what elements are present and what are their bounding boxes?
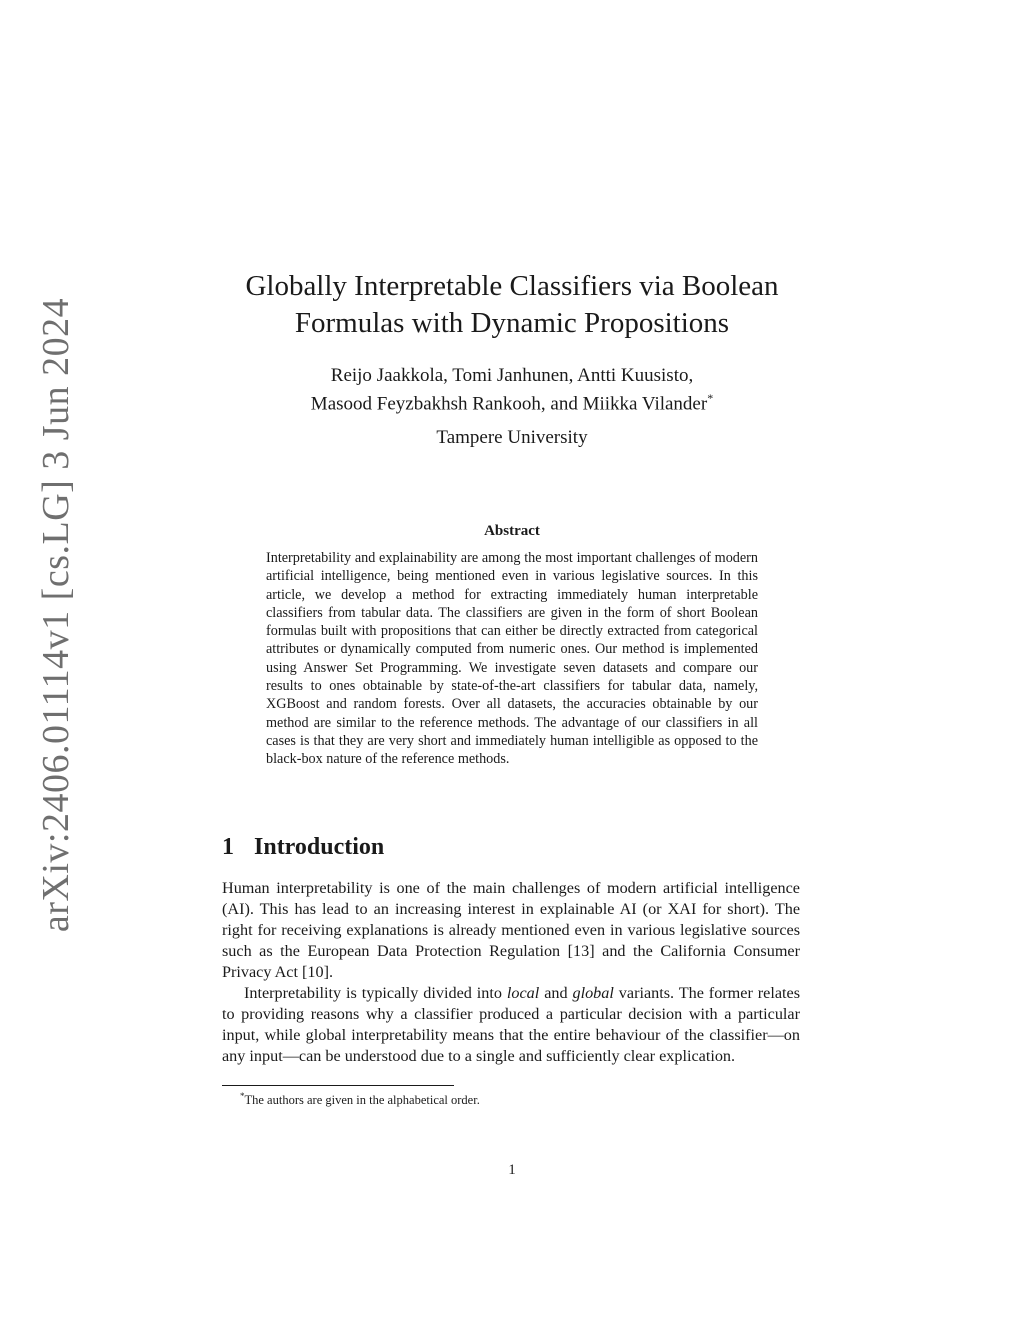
footnote-marker: * [240, 1091, 245, 1101]
intro-paragraph-2 [222, 983, 800, 1067]
affiliation: Tampere University [436, 427, 588, 448]
section-number: 1 [222, 834, 234, 860]
intro-p2-start: Interpretability is typically divided into [244, 984, 507, 1002]
abstract-text: Interpretability and explainability are among the most important challenges of modern artificial intelligence, being mentioned even in various legislative sources. In this article, we develop a method for extracting immediately human interpretable classifiers from tabular data. The classifiers are given in the form of short Boolean formulas built with propositions that can either be directly extracted from categorical attributes or dynamically computed from numeric ones. Our method is implemented using Answer Set Programming. We investigate seven datasets and compare our results to ones obtainable by state-of-the-art classifiers for tabular data, namely, XGBoost and random forests. Over all datasets, the accuracies obtainable by our method are similar to the reference methods. The advantage of our classifiers in all cases is that they are very short and immediately human intelligible as opposed to the black-box nature of the reference methods. [266, 550, 758, 768]
intro-paragraph-1: Human interpretability is one of the main challenges of modern artificial intelligence (AI). This has lead to an increasing interest in explainable AI (or XAI for short). The right for receiving explanations is already mentioned even in various legislative sources such as the European Data Protection Regulation [13] and the California Consumer Privacy Act [10]. [222, 879, 800, 981]
intro-p2-end: variants. The former relates to providing reasons why a classifier produced a particular decision with a particular input, while global interpretability means that the entire behaviour of the classifier—on any input—can be understood due to a single and sufficiently clear explication. [222, 984, 801, 1065]
term-global: global [572, 984, 614, 1002]
section-heading-introduction [222, 834, 384, 861]
footnote [240, 1091, 480, 1108]
author-footnote-marker[interactable]: * [707, 391, 714, 405]
page-number: 1 [508, 1162, 516, 1178]
title-line-2: Formulas with Dynamic Propositions [294, 307, 730, 339]
authors-line-2: Masood Feyzbakhsh Rankooh, and Miikka Vilander [310, 393, 708, 415]
authors-line-1: Reijo Jaakkola, Tomi Janhunen, Antti Kuusisto, [330, 365, 694, 386]
term-local: local [506, 984, 540, 1002]
footnote-divider [222, 1085, 454, 1086]
footnote-text: The authors are given in the alphabetical order. [244, 1093, 480, 1108]
abstract-heading: Abstract [484, 523, 540, 539]
author-list [222, 365, 802, 415]
title-line-1: Globally Interpretable Classifiers via Boolean [245, 270, 779, 302]
introduction-body [222, 878, 800, 1067]
arxiv-identifier: arXiv:2406.01114v1 [cs.LG] 3 Jun 2024 [35, 297, 77, 933]
section-title: Introduction [254, 834, 385, 860]
paper-title [222, 268, 802, 342]
intro-p2-and: and [539, 984, 573, 1002]
